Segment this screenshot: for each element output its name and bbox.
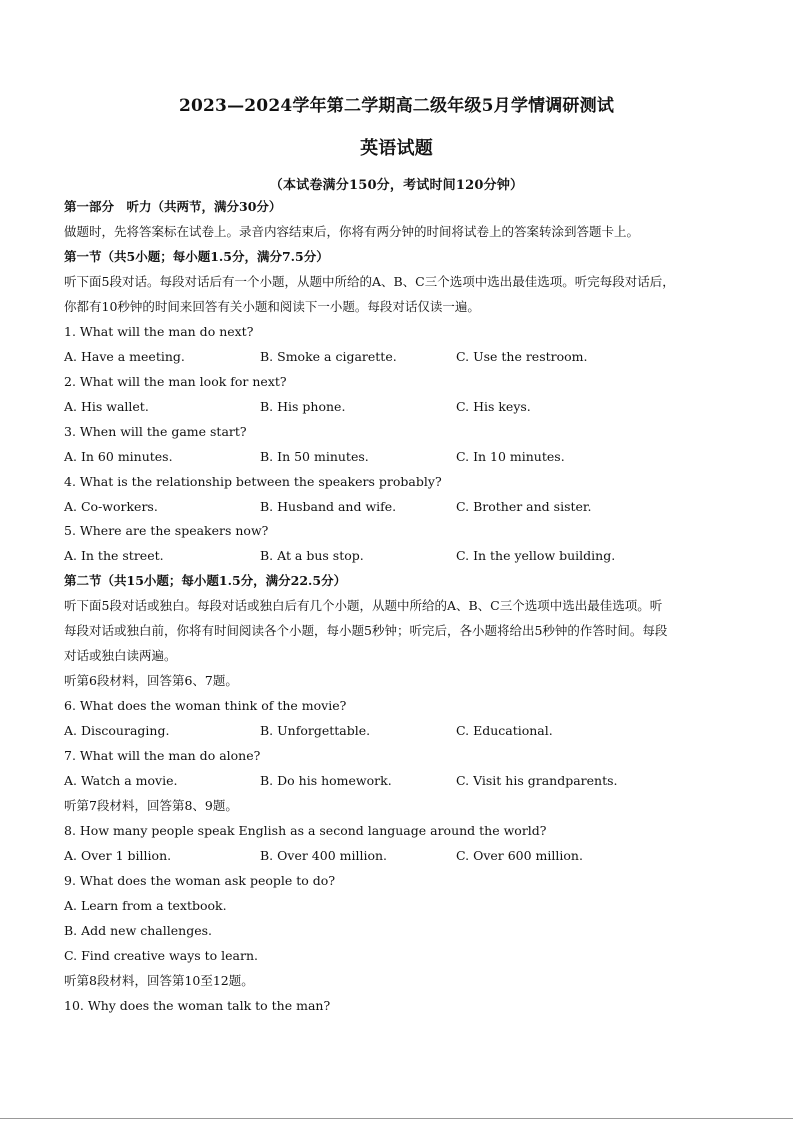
material-label: 听第7段材料，回答第8、9题。	[64, 798, 238, 813]
section1-instruction: 听下面5段对话。每段对话后有一个小题，从题中所给的A、B、C三个选项中选出最佳选项。听完每段对话后，	[64, 274, 675, 289]
subject-title: 英语试题	[360, 138, 433, 159]
option-b: B. Unforgettable.	[260, 723, 371, 738]
question-stem: 6. What does the woman think of the movie?	[64, 698, 347, 713]
option-b: B. Over 400 million.	[260, 848, 388, 863]
page-bottom-rule	[0, 1118, 793, 1119]
question-stem: 4. What is the relationship between the speakers probably?	[64, 474, 442, 489]
option-b: B. Husband and wife.	[260, 499, 397, 514]
section2-instruction: 对话或独白读两遍。	[64, 648, 177, 663]
question-stem: 8. How many people speak English as a second language around the world?	[64, 823, 547, 838]
option-c: C. Educational.	[456, 723, 553, 738]
option-b: B. Smoke a cigarette.	[260, 349, 397, 364]
option-c: C. His keys.	[456, 399, 531, 414]
option-c: C. In 10 minutes.	[456, 449, 565, 464]
question-stem: 3. When will the game start?	[64, 424, 247, 439]
material-label: 听第6段材料，回答第6、7题。	[64, 673, 238, 688]
option-b: B. His phone.	[260, 399, 346, 414]
question-stem: 5. Where are the speakers now?	[64, 523, 269, 538]
option-c: C. Visit his grandparents.	[456, 773, 618, 788]
option-a: A. His wallet.	[64, 399, 149, 414]
section2-instruction: 每段对话或独白前，你将有时间阅读各个小题，每小题5秒钟；听完后，各小题将给出5秒钟的作答时间。每段	[64, 623, 668, 638]
question-stem: 1. What will the man do next?	[64, 324, 254, 339]
option-a: A. Over 1 billion.	[64, 848, 172, 863]
option-c: C. Brother and sister.	[456, 499, 592, 514]
option-b: B. Add new challenges.	[64, 923, 212, 938]
option-c: C. Use the restroom.	[456, 349, 588, 364]
option-b: B. Do his homework.	[260, 773, 392, 788]
question-stem: 2. What will the man look for next?	[64, 374, 287, 389]
material-label: 听第8段材料，回答第10至12题。	[64, 973, 254, 988]
question-stem: 9. What does the woman ask people to do?	[64, 873, 336, 888]
section1-instruction: 你都有10秒钟的时间来回答有关小题和阅读下一小题。每段对话仅读一遍。	[64, 299, 480, 314]
option-c: C. Over 600 million.	[456, 848, 583, 863]
section1-heading: 第一节（共5小题；每小题1.5分，满分7.5分）	[64, 249, 329, 264]
option-a: A. Watch a movie.	[64, 773, 178, 788]
option-a: A. Learn from a textbook.	[64, 898, 227, 913]
option-a: A. Discouraging.	[64, 723, 170, 738]
part1-instruction: 做题时，先将答案标在试卷上。录音内容结束后，你将有两分钟的时间将试卷上的答案转涂到答题卡上。	[64, 224, 640, 239]
option-c: C. Find creative ways to learn.	[64, 948, 259, 963]
option-c: C. In the yellow building.	[456, 548, 616, 563]
option-a: A. In 60 minutes.	[64, 449, 173, 464]
option-b: B. In 50 minutes.	[260, 449, 369, 464]
option-a: A. Co-workers.	[64, 499, 158, 514]
option-b: B. At a bus stop.	[260, 548, 364, 563]
part1-heading: 第一部分 听力（共两节，满分30分）	[64, 199, 282, 214]
option-a: A. In the street.	[64, 548, 164, 563]
exam-title: 2023—2024学年第二学期高二级年级5月学情调研测试	[178, 96, 615, 116]
section2-instruction: 听下面5段对话或独白。每段对话或独白后有几个小题，从题中所给的A、B、C三个选项中选出最佳选项。听	[64, 598, 663, 613]
option-a: A. Have a meeting.	[64, 349, 185, 364]
question-stem: 7. What will the man do alone?	[64, 748, 261, 763]
exam-info: （本试卷满分150分，考试时间120分钟）	[269, 178, 524, 193]
question-stem: 10. Why does the woman talk to the man?	[64, 998, 331, 1013]
section2-heading: 第二节（共15小题；每小题1.5分，满分22.5分）	[64, 573, 347, 588]
